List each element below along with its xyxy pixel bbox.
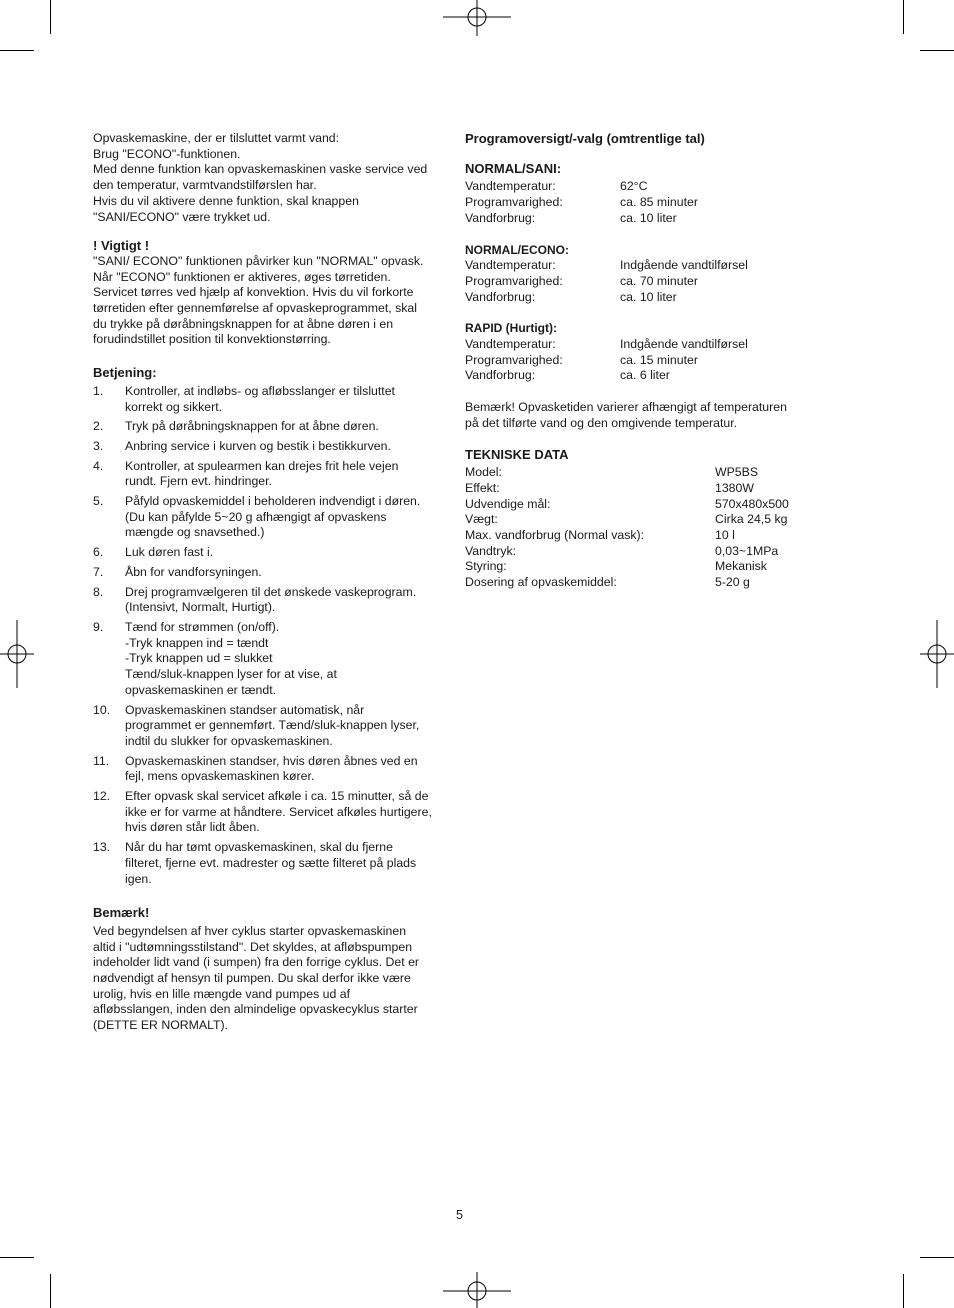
crop-mark <box>920 1257 954 1258</box>
text-line: "SANI/ECONO" være trykket ud. <box>93 209 271 224</box>
row-label: Vandforbrug: <box>465 210 536 225</box>
table-row <box>465 497 810 513</box>
text-line: (DETTE ER NORMALT). <box>93 1018 229 1033</box>
section-heading-bemaerk: Bemærk! <box>93 905 150 921</box>
list-item <box>93 459 449 490</box>
step-text: Luk døren fast i. <box>125 545 214 560</box>
list-item <box>93 789 449 836</box>
text-line: tørretiden efter gennemførelse af opvaskeprogrammet, skal <box>93 301 417 316</box>
row-label: Programvarighed: <box>465 273 563 288</box>
list-item <box>93 494 449 541</box>
row-label: Vandtemperatur: <box>465 337 556 352</box>
text-line: "SANI/ ECONO" funktionen påvirker kun "NORMAL" opvask. <box>93 253 424 268</box>
text-line: Ved begyndelsen af hver cyklus starter opvaskemaskinen <box>93 923 407 938</box>
left-column <box>93 131 449 1034</box>
list-item <box>93 585 449 616</box>
step-text: Drej programvælgeren til det ønskede vaskeprogram. (Intensivt, Normalt, Hurtigt). <box>125 584 417 615</box>
program-heading-rapid: RAPID (Hurtigt): <box>465 321 557 336</box>
step-number: 3. <box>93 438 104 453</box>
row-label: Vandtemperatur: <box>465 258 556 273</box>
program-table-rapid <box>465 337 810 384</box>
row-value: WP5BS <box>715 465 759 480</box>
program-table-normal-econo <box>465 258 810 305</box>
row-label: Dosering af opvaskemiddel: <box>465 575 617 590</box>
crop-mark <box>0 1257 34 1258</box>
row-value: 0,03~1MPa <box>715 543 779 558</box>
list-item <box>93 565 449 581</box>
steps-list <box>93 384 449 887</box>
table-row <box>465 465 810 481</box>
row-value: 1380W <box>715 480 754 495</box>
crop-mark <box>50 0 51 34</box>
table-row <box>465 195 810 211</box>
row-value: 10 l <box>715 528 735 543</box>
step-text: Kontroller, at spulearmen kan drejes frit hele vejen rundt. Fjern evt. hindringer. <box>125 458 399 489</box>
step-number: 13. <box>93 840 111 855</box>
row-label: Max. vandforbrug (Normal vask): <box>465 528 645 543</box>
step-number: 1. <box>93 383 104 398</box>
tech-data-table <box>465 465 810 591</box>
row-value: ca. 15 minuter <box>620 352 698 367</box>
step-text: Opvaskemaskinen standser, hvis døren åbnes ved en fejl, mens opvaskemaskinen kører. <box>125 753 418 784</box>
row-label: Programvarighed: <box>465 195 563 210</box>
step-number: 9. <box>93 619 104 634</box>
step-text: Påfyld opvaskemiddel i beholderen indvendigt i døren. (Du kan påfylde 5~20 g afhængigt af opvaskens mængde og snavsethed.) <box>125 494 421 540</box>
table-row <box>465 559 810 575</box>
step-number: 12. <box>93 789 111 804</box>
row-label: Styring: <box>465 559 507 574</box>
crop-mark <box>50 1274 51 1308</box>
text-line: nødvendigt af hensyn til pumpen. Du skal derfor ikke være <box>93 971 411 986</box>
step-number: 7. <box>93 564 104 579</box>
list-item <box>93 754 449 785</box>
step-number: 5. <box>93 494 104 509</box>
table-row <box>465 337 810 353</box>
step-text: Når du har tømt opvaskemaskinen, skal du fjerne filteret, fjerne evt. madrester og sætte filteret på plads igen. <box>125 840 417 886</box>
text-line: Med denne funktion kan opvaskemaskinen vaske service ved <box>93 162 428 177</box>
vigtigt-paragraph <box>93 254 449 348</box>
step-number: 10. <box>93 702 111 717</box>
text-line: Servicet tørres ved hjælp af konvektion. Hvis du vil forkorte <box>93 285 414 300</box>
list-item <box>93 545 449 561</box>
text-line: Brug "ECONO"-funktionen. <box>93 146 241 161</box>
table-row <box>465 528 810 544</box>
row-label: Vandtemperatur: <box>465 179 556 194</box>
row-value: ca. 70 minuter <box>620 273 698 288</box>
list-item <box>93 840 449 887</box>
page-number: 5 <box>456 1208 463 1222</box>
crop-mark <box>903 0 904 34</box>
row-label: Effekt: <box>465 480 500 495</box>
row-label: Programvarighed: <box>465 352 563 367</box>
right-column <box>465 131 810 591</box>
row-value: ca. 85 minuter <box>620 195 698 210</box>
section-heading-vigtigt: ! Vigtigt ! <box>93 238 150 254</box>
row-label: Udvendige mål: <box>465 496 551 511</box>
step-number: 4. <box>93 458 104 473</box>
text-line: urolig, hvis en lille mængde vand pumpes ud af <box>93 986 351 1001</box>
table-row <box>465 258 810 274</box>
text-line: altid i "udtømningsstilstand". Det skyldes, at afløbspumpen <box>93 939 413 954</box>
text-line: den temperatur, varmtvandstilførslen har. <box>93 178 317 193</box>
list-item <box>93 620 449 699</box>
text-line: Når "ECONO" funktionen er aktiveres, øges tørretiden. <box>93 269 391 284</box>
step-text: Tænd for strømmen (on/off). -Tryk knappen ind = tændt -Tryk knappen ud = slukket Tænd/sluk-knappen lyser for at vise, at opvaskemaskinen er tændt. <box>125 619 337 697</box>
list-item <box>93 703 449 750</box>
registration-mark-right <box>920 620 954 688</box>
section-heading-program-overview: Programoversigt/-valg (omtrentlige tal) <box>465 131 705 146</box>
list-item <box>93 439 449 455</box>
row-value: 5-20 g <box>715 575 750 590</box>
table-row <box>465 274 810 290</box>
list-item <box>93 384 449 415</box>
table-row <box>465 512 810 528</box>
registration-mark-bottom <box>443 1272 511 1308</box>
row-value: Indgående vandtilførsel <box>620 337 748 352</box>
crop-mark <box>920 50 954 51</box>
step-number: 6. <box>93 545 104 560</box>
step-number: 11. <box>93 753 110 768</box>
step-text: Kontroller, at indløbs- og afløbsslanger er tilsluttet korrekt og sikkert. <box>125 383 395 414</box>
row-value: Mekanisk <box>715 559 767 574</box>
row-value: ca. 10 liter <box>620 289 677 304</box>
row-value: ca. 10 liter <box>620 210 677 225</box>
text-line: Opvaskemaskine, der er tilsluttet varmt vand: <box>93 131 340 145</box>
step-text: Anbring service i kurven og bestik i bestikkurven. <box>125 438 391 453</box>
crop-mark <box>903 1274 904 1308</box>
crop-mark <box>0 50 34 51</box>
step-number: 8. <box>93 584 104 599</box>
table-row <box>465 544 810 560</box>
row-value: Indgående vandtilførsel <box>620 258 748 273</box>
duration-note <box>465 400 810 431</box>
row-label: Vægt: <box>465 512 498 527</box>
step-text: Åbn for vandforsyningen. <box>125 564 262 579</box>
intro-paragraph <box>93 131 449 225</box>
text-line: forudindstillet position til konvektionstørring. <box>93 332 331 347</box>
table-row <box>465 179 810 195</box>
step-text: Opvaskemaskinen standser automatisk, når programmet er gennemført. Tænd/sluk-knappen lyser, indtil du slukker for opvaskemaskinen. <box>125 702 420 748</box>
row-label: Vandforbrug: <box>465 368 536 383</box>
row-value: 570x480x500 <box>715 496 789 511</box>
text-line: indeholder lidt vand (i sumpen) fra den forrige cyklus. Det er <box>93 955 420 970</box>
text-line: på det tilførte vand og den omgivende temperatur. <box>465 415 738 430</box>
table-row <box>465 353 810 369</box>
bemaerk-paragraph <box>93 924 449 1034</box>
table-row <box>465 290 810 306</box>
row-value: ca. 6 liter <box>620 368 670 383</box>
text-line: Bemærk! Opvasketiden varierer afhængigt af temperaturen <box>465 400 787 415</box>
row-label: Vandtryk: <box>465 543 517 558</box>
text-line: du trykke på døråbningsknappen for at åbne døren i en <box>93 316 394 331</box>
table-row <box>465 575 810 591</box>
section-heading-tekniske-data: TEKNISKE DATA <box>465 446 569 462</box>
section-heading-betjening: Betjening: <box>93 365 157 381</box>
table-row <box>465 368 810 384</box>
row-value: Cirka 24,5 kg <box>715 512 788 527</box>
text-line: Hvis du vil aktivere denne funktion, skal knappen <box>93 193 359 208</box>
program-table-normal-sani <box>465 179 810 226</box>
registration-mark-left <box>0 620 34 688</box>
table-row <box>465 481 810 497</box>
table-row <box>465 211 810 227</box>
program-heading-normal-econo: NORMAL/ECONO: <box>465 242 569 257</box>
program-heading-normal-sani: NORMAL/SANI: <box>465 160 562 176</box>
step-text: Efter opvask skal servicet afkøle i ca. 15 minutter, så de ikke er for varme at håndtere. Servicet afkøles hurtigere, hvis døren står lidt åben. <box>125 789 432 835</box>
list-item <box>93 419 449 435</box>
text-line: afløbsslangen, inden den almindelige opvaskecyklus starter <box>93 1002 418 1017</box>
row-label: Vandforbrug: <box>465 289 536 304</box>
row-value: 62°C <box>620 179 648 194</box>
step-text: Tryk på døråbningsknappen for at åbne døren. <box>125 419 379 434</box>
step-number: 2. <box>93 419 104 434</box>
row-label: Model: <box>465 465 502 480</box>
registration-mark-top <box>443 0 511 36</box>
